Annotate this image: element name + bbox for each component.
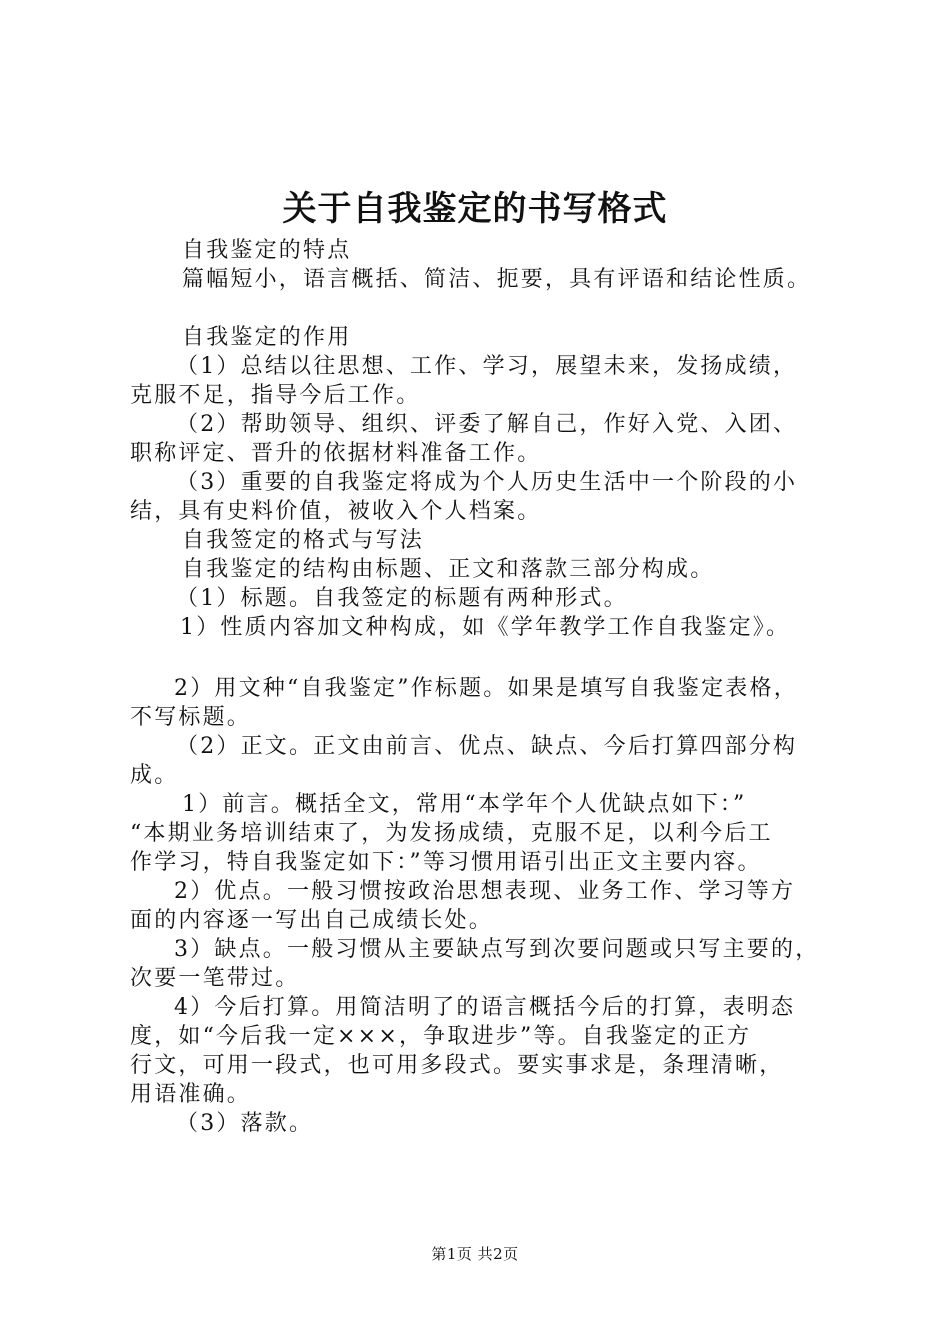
heading-functions: 自我鉴定的作用 (182, 325, 352, 350)
paragraph-function-1-cont: 克服不足，指导今后工作。 (130, 383, 421, 408)
paragraph-strengths: 2）优点。一般习惯按政治思想表现、业务工作、学习等方 (174, 879, 796, 904)
paragraph-structure: 自我鉴定的结构由标题、正文和落款三部分构成。 (182, 557, 715, 582)
paragraph-preface-cont-1: “本期业务培训结束了，为发扬成绩，克服不足，以利今后工 (130, 821, 773, 846)
paragraph-weaknesses: 3）缺点。一般习惯从主要缺点写到次要问题或只写主要的， (174, 937, 820, 962)
paragraph-title-2: 2）用文种“自我鉴定”作标题。如果是填写自我鉴定表格， (174, 676, 798, 701)
paragraph-title-1: 1）性质内容加文种构成，如《学年教学工作自我鉴定》。 (180, 615, 791, 640)
paragraph-function-3: （3）重要的自我鉴定将成为个人历史生活中一个阶段的小 (176, 470, 798, 495)
heading-features: 自我鉴定的特点 (182, 238, 352, 263)
paragraph-function-1: （1）总结以往思想、工作、学习，展望未来，发扬成绩， (176, 354, 798, 379)
paragraph-plans-cont-3: 用语准确。 (130, 1082, 252, 1107)
paragraph-title-section: （1）标题。自我签定的标题有两种形式。 (176, 586, 628, 611)
paragraph-plans: 4）今后打算。用简洁明了的语言概括今后的打算，表明态 (174, 995, 796, 1020)
paragraph-function-2-cont: 职称评定、晋升的依据材料准备工作。 (130, 441, 542, 466)
paragraph-function-3-cont: 结，具有史料价值，被收入个人档案。 (130, 499, 542, 524)
paragraph-preface: 1）前言。概括全文，常用“本学年个人优缺点如下：” (182, 792, 747, 817)
heading-format: 自我签定的格式与写法 (182, 528, 425, 553)
paragraph-preface-cont-2: 作学习，特自我鉴定如下：”等习惯用语引出正文主要内容。 (130, 850, 762, 875)
paragraph-features: 篇幅短小，语言概括、简洁、扼要，具有评语和结论性质。 (182, 267, 812, 292)
paragraph-plans-cont-1: 度，如“今后我一定×××，争取进步”等。自我鉴定的正方 (130, 1024, 752, 1049)
paragraph-body-section-cont: 成。 (130, 763, 179, 788)
blank-line (130, 642, 850, 674)
paragraph-title-2-cont: 不写标题。 (130, 705, 252, 730)
paragraph-signature-section: （3）落款。 (176, 1111, 314, 1136)
paragraph-function-2: （2）帮助领导、组织、评委了解自己，作好入党、入团、 (176, 412, 798, 437)
document-body (130, 236, 850, 1138)
document-title: 关于自我鉴定的书写格式 (282, 189, 668, 229)
paragraph-plans-cont-2: 行文，可用一段式，也可用多段式。要实事求是，条理清晰， (130, 1053, 784, 1078)
page-footer: 第1页 共2页 (431, 1245, 519, 1263)
paragraph-body-section: （2）正文。正文由前言、优点、缺点、今后打算四部分构 (176, 734, 798, 759)
blank-line (130, 294, 850, 323)
paragraph-strengths-cont: 面的内容逐一写出自己成绩长处。 (130, 908, 494, 933)
paragraph-weaknesses-cont: 次要一笔带过。 (130, 966, 300, 991)
